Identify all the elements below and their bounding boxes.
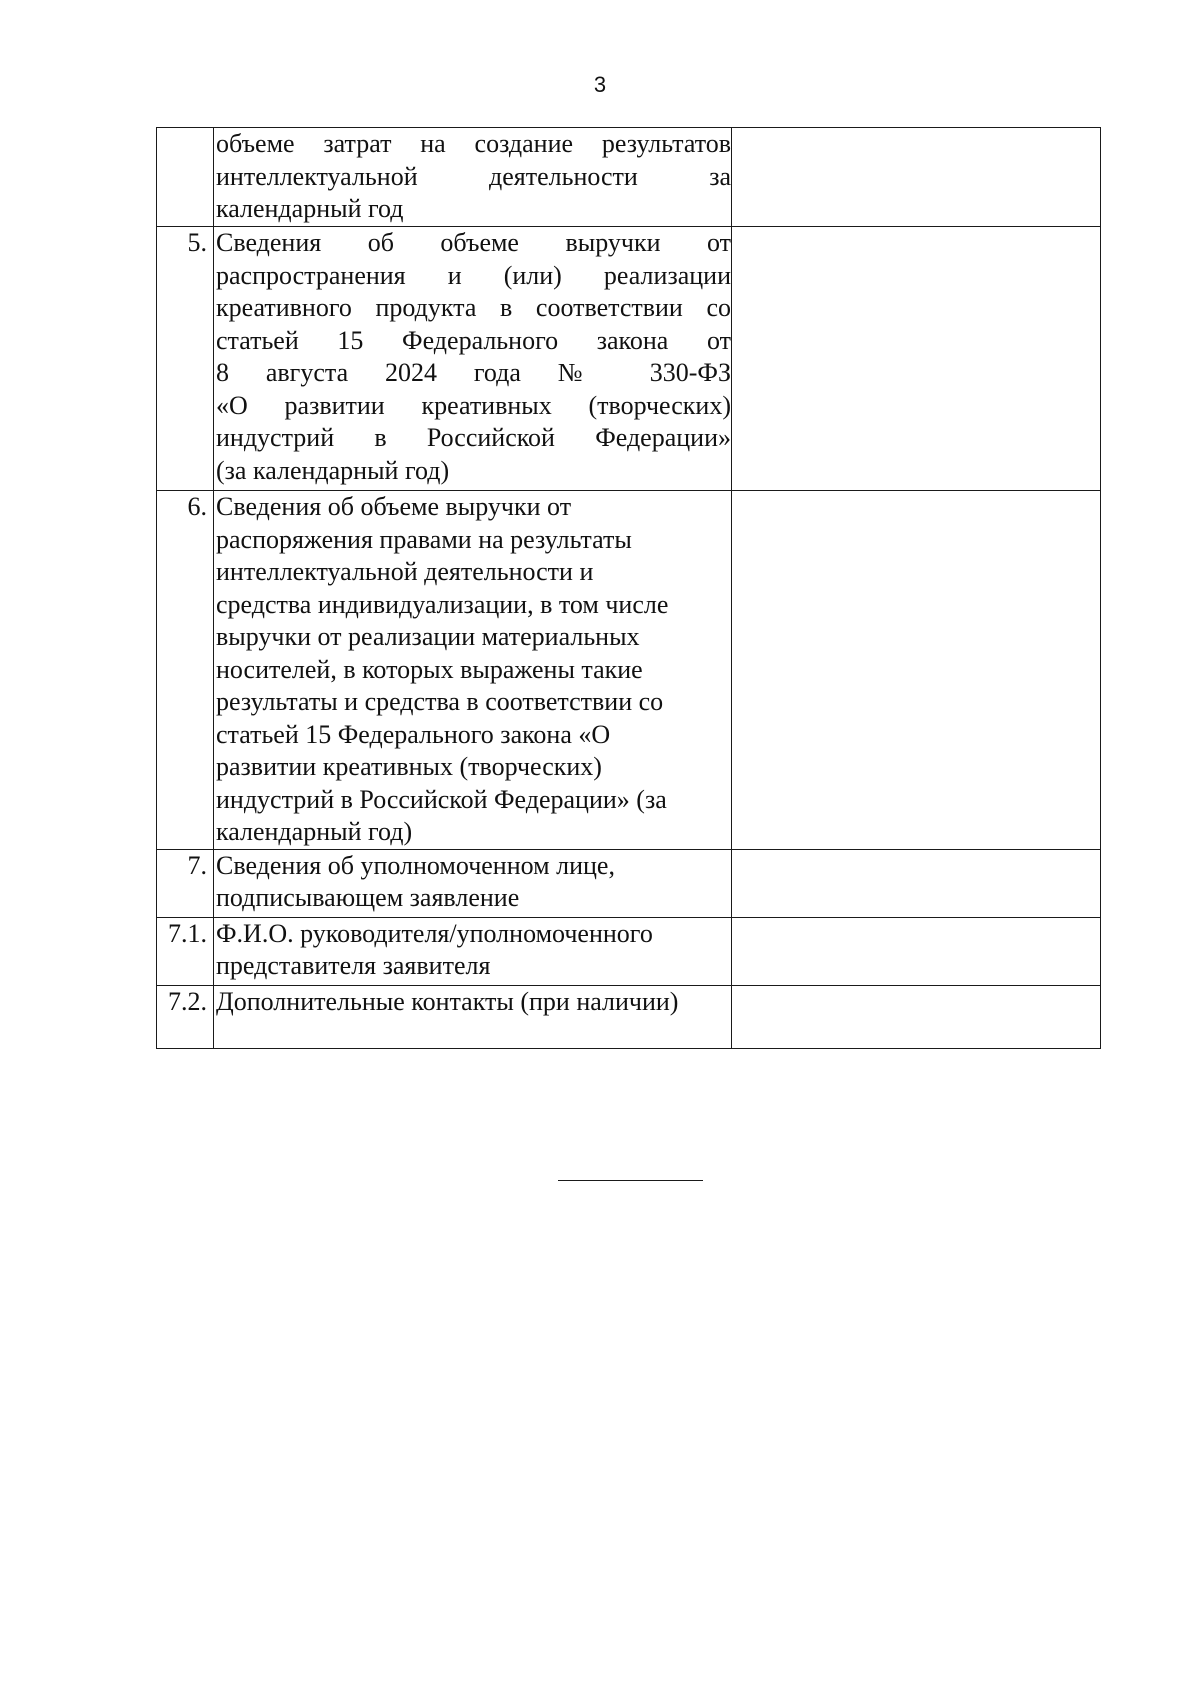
table-row bbox=[157, 491, 1101, 850]
table-row bbox=[157, 917, 1101, 985]
description-line: интеллектуальной деятельности за bbox=[216, 161, 731, 191]
description-line: индустрий в Российской Федерации» bbox=[216, 423, 731, 452]
description-line: интеллектуальной деятельности и bbox=[216, 557, 594, 586]
description-line: распространения и (или) реализации bbox=[216, 260, 731, 290]
description-line: подписывающем заявление bbox=[216, 883, 520, 912]
row-value-field[interactable] bbox=[732, 917, 1101, 985]
description-line: носителей, в которых выражены такие bbox=[216, 654, 643, 684]
description-line: Сведения об объеме выручки от bbox=[216, 492, 572, 521]
row-number: 5. bbox=[157, 227, 214, 491]
row-value-field[interactable] bbox=[732, 128, 1101, 227]
row-value-field[interactable] bbox=[732, 985, 1101, 1048]
row-number: 7. bbox=[157, 849, 214, 917]
table-row bbox=[157, 849, 1101, 917]
row-value-field[interactable] bbox=[732, 849, 1101, 917]
description-line: представителя заявителя bbox=[216, 951, 491, 980]
description-line: (за календарный год) bbox=[216, 455, 450, 485]
row-description bbox=[214, 849, 732, 917]
description-line: развитии креативных (творческих) bbox=[216, 752, 602, 781]
row-description bbox=[214, 227, 732, 491]
description-line: календарный год bbox=[216, 194, 404, 223]
row-number: 6. bbox=[157, 491, 214, 850]
form-table bbox=[156, 127, 1101, 1049]
table-row bbox=[157, 128, 1101, 227]
description-line: выручки от реализации материальных bbox=[216, 622, 640, 651]
row-number bbox=[157, 128, 214, 227]
description-line: индустрий в Российской Федерации» (за bbox=[216, 784, 667, 814]
description-line: календарный год) bbox=[216, 817, 413, 846]
end-of-document-rule bbox=[558, 1180, 703, 1181]
description-line: креативного продукта в соответствии со bbox=[216, 293, 731, 322]
row-value-field[interactable] bbox=[732, 491, 1101, 850]
description-line: статьей 15 Федерального закона от bbox=[216, 325, 731, 355]
description-line: распоряжения правами на результаты bbox=[216, 524, 632, 554]
description-line: 8 августа 2024 года № 330-ФЗ bbox=[216, 358, 731, 387]
table-row bbox=[157, 227, 1101, 491]
row-description bbox=[214, 917, 732, 985]
row-description bbox=[214, 491, 732, 850]
description-line: Дополнительные контакты (при наличии) bbox=[216, 986, 679, 1016]
page-number: 3 bbox=[593, 72, 607, 97]
description-line: Сведения об объеме выручки от bbox=[216, 228, 731, 257]
description-line: статьей 15 Федерального закона «О bbox=[216, 719, 611, 749]
description-line: объеме затрат на создание результатов bbox=[216, 129, 731, 158]
table-row bbox=[157, 985, 1101, 1048]
row-value-field[interactable] bbox=[732, 227, 1101, 491]
row-description bbox=[214, 128, 732, 227]
description-line: Ф.И.О. руководителя/уполномоченного bbox=[216, 918, 653, 948]
row-number: 7.2. bbox=[157, 985, 214, 1048]
row-description bbox=[214, 985, 732, 1048]
description-line: Сведения об уполномоченном лице, bbox=[216, 850, 615, 880]
description-line: «О развитии креативных (творческих) bbox=[216, 390, 731, 420]
description-line: средства индивидуализации, в том числе bbox=[216, 589, 669, 619]
description-line: результаты и средства в соответствии со bbox=[216, 687, 664, 716]
row-number: 7.1. bbox=[157, 917, 214, 985]
